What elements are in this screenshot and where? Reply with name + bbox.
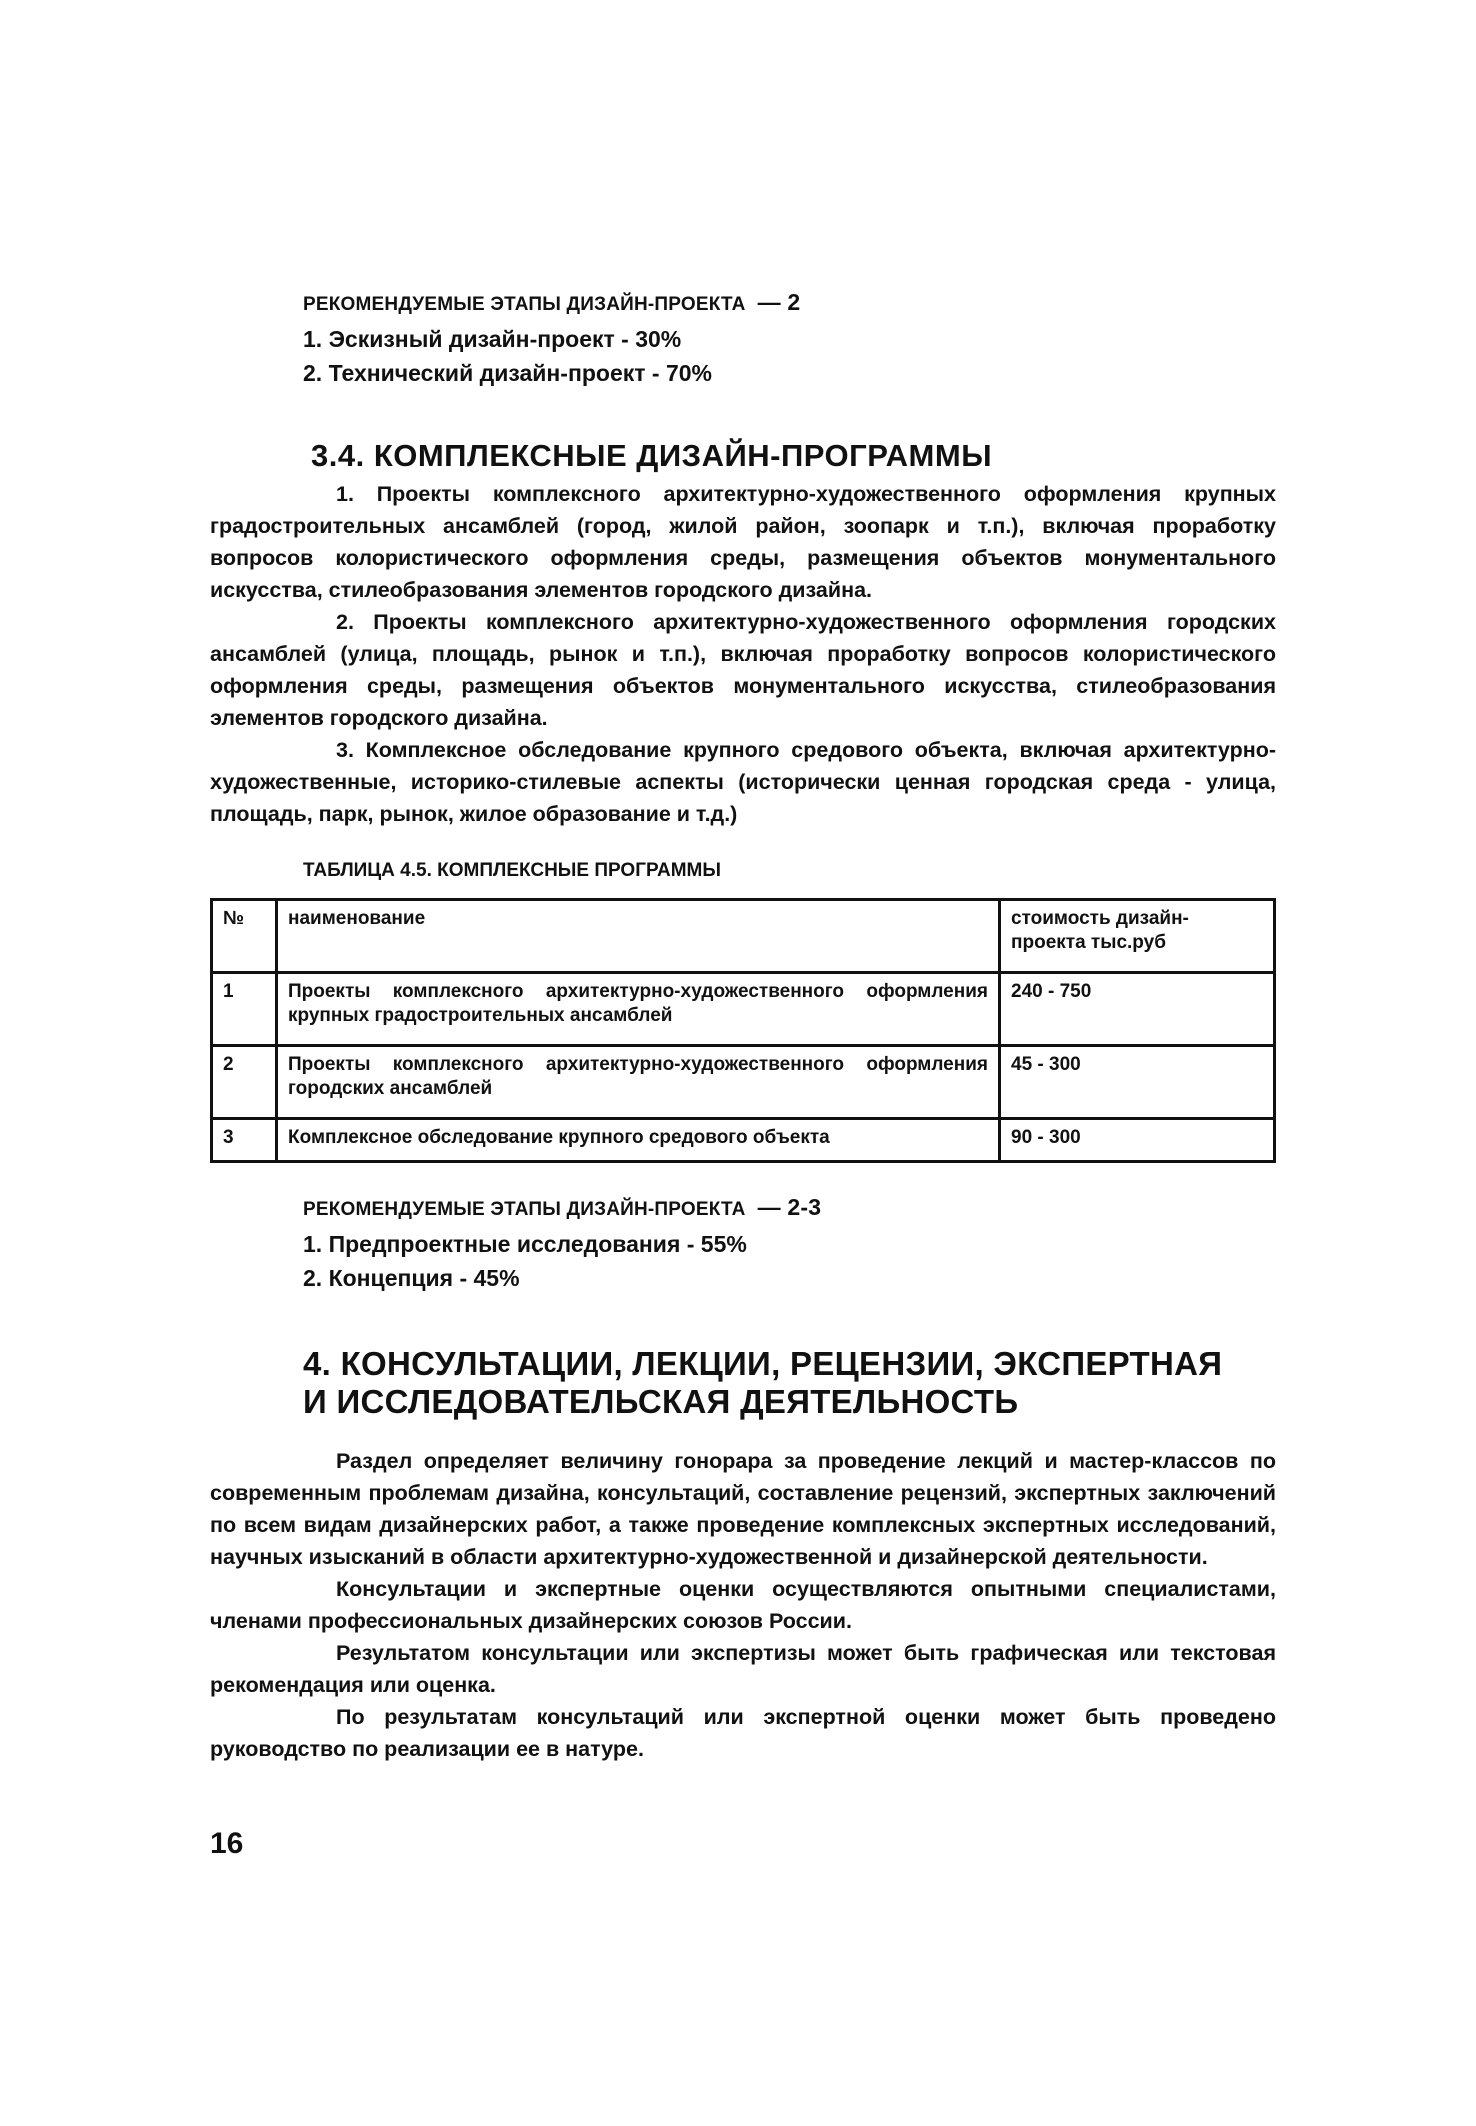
page-number: 16 — [210, 1827, 244, 1860]
table-caption: ТАБЛИЦА 4.5. КОМПЛЕКСНЫЕ ПРОГРАММЫ — [303, 860, 721, 881]
cell-number: 1 — [212, 973, 277, 1046]
table-row — [212, 973, 1275, 1046]
programs-table — [210, 898, 1276, 1163]
section-title: 3.4. КОМПЛЕКСНЫЕ ДИЗАЙН-ПРОГРАММЫ — [311, 438, 993, 473]
table-row — [212, 1119, 1275, 1162]
cell-name: Проекты комплексного архитектурно-художественного оформления городских ансамблей — [277, 1046, 1000, 1119]
cell-cost: 240 - 750 — [1000, 973, 1275, 1046]
recommended-stages-block-b — [303, 1190, 821, 1295]
stages-version: — 2-3 — [757, 1194, 822, 1220]
table-row — [212, 1046, 1275, 1119]
paragraph: По результатам консультаций или экспертной оценки может быть проведено руководство по реализации ее в натуре. — [210, 1705, 1276, 1761]
stage-item: 1. Предпроектные исследования - 55% — [303, 1231, 747, 1257]
header-cell-number: № — [212, 900, 277, 973]
paragraph: 1. Проекты комплексного архитектурно-художественного оформления крупных градостроительных ансамблей (город, жилой район, зоопарк и т.п.), включая проработку вопросов колористического оформления среды, размещения объектов монументального искусства, стилеобразования элементов городского дизайна. — [210, 482, 1276, 602]
chapter-title-line: 4. КОНСУЛЬТАЦИИ, ЛЕКЦИИ, РЕЦЕНЗИИ, ЭКСПЕРТНАЯ — [303, 1345, 1223, 1382]
header-cell-cost: стоимость дизайн-проекта тыс.руб — [1000, 900, 1275, 973]
paragraph: 3. Комплексное обследование крупного средового объекта, включая архитектурно-художественные, историко-стилевые аспекты (исторически ценная городская среда - улица, площадь, парк, рынок, жилое образование и т.д.) — [210, 738, 1276, 826]
header-cell-name: наименование — [277, 900, 1000, 973]
paragraph: Раздел определяет величину гонорара за проведение лекций и мастер-классов по современным проблемам дизайна, консультаций, составление рецензий, экспертных заключений по всем видам дизайнерских работ, а также проведение комплексных экспертных исследований, научных изысканий в области архитектурно-художественной и дизайнерской деятельности. — [210, 1449, 1276, 1569]
stage-item: 2. Технический дизайн-проект - 70% — [303, 360, 712, 386]
recommended-stages-block-a — [303, 285, 800, 390]
section-body — [210, 478, 1276, 830]
cell-number: 3 — [212, 1119, 277, 1162]
table-header-row — [212, 900, 1275, 973]
paragraph: 2. Проекты комплексного архитектурно-художественного оформления городских ансамблей (улица, площадь, рынок и т.п.), включая проработку вопросов колористического оформления среды, размещения объектов монументального искусства, стилеобразования элементов городского дизайна. — [210, 610, 1276, 730]
cell-name: Проекты комплексного архитектурно-художественного оформления крупных градостроительных ансамблей — [277, 973, 1000, 1046]
stages-heading: РЕКОМЕНДУЕМЫЕ ЭТАПЫ ДИЗАЙН-ПРОЕКТА — 2 — [303, 289, 801, 315]
stage-item: 2. Концепция - 45% — [303, 1265, 520, 1291]
cell-cost: 90 - 300 — [1000, 1119, 1275, 1162]
cell-name: Комплексное обследование крупного средового объекта — [277, 1119, 1000, 1162]
paragraph: Консультации и экспертные оценки осуществляются опытными специалистами, членами профессиональных дизайнерских союзов России. — [210, 1577, 1276, 1633]
stages-version: — 2 — [757, 289, 801, 315]
cell-number: 2 — [212, 1046, 277, 1119]
chapter-title — [303, 1345, 1222, 1421]
stages-heading: РЕКОМЕНДУЕМЫЕ ЭТАПЫ ДИЗАЙН-ПРОЕКТА — 2-3 — [303, 1194, 822, 1220]
paragraph: Результатом консультации или экспертизы может быть графическая или текстовая рекомендация или оценка. — [210, 1641, 1276, 1697]
cell-cost: 45 - 300 — [1000, 1046, 1275, 1119]
chapter-body — [210, 1445, 1276, 1765]
stage-item: 1. Эскизный дизайн-проект - 30% — [303, 326, 682, 352]
chapter-title-line: И ИССЛЕДОВАТЕЛЬСКАЯ ДЕЯТЕЛЬНОСТЬ — [303, 1383, 1019, 1420]
